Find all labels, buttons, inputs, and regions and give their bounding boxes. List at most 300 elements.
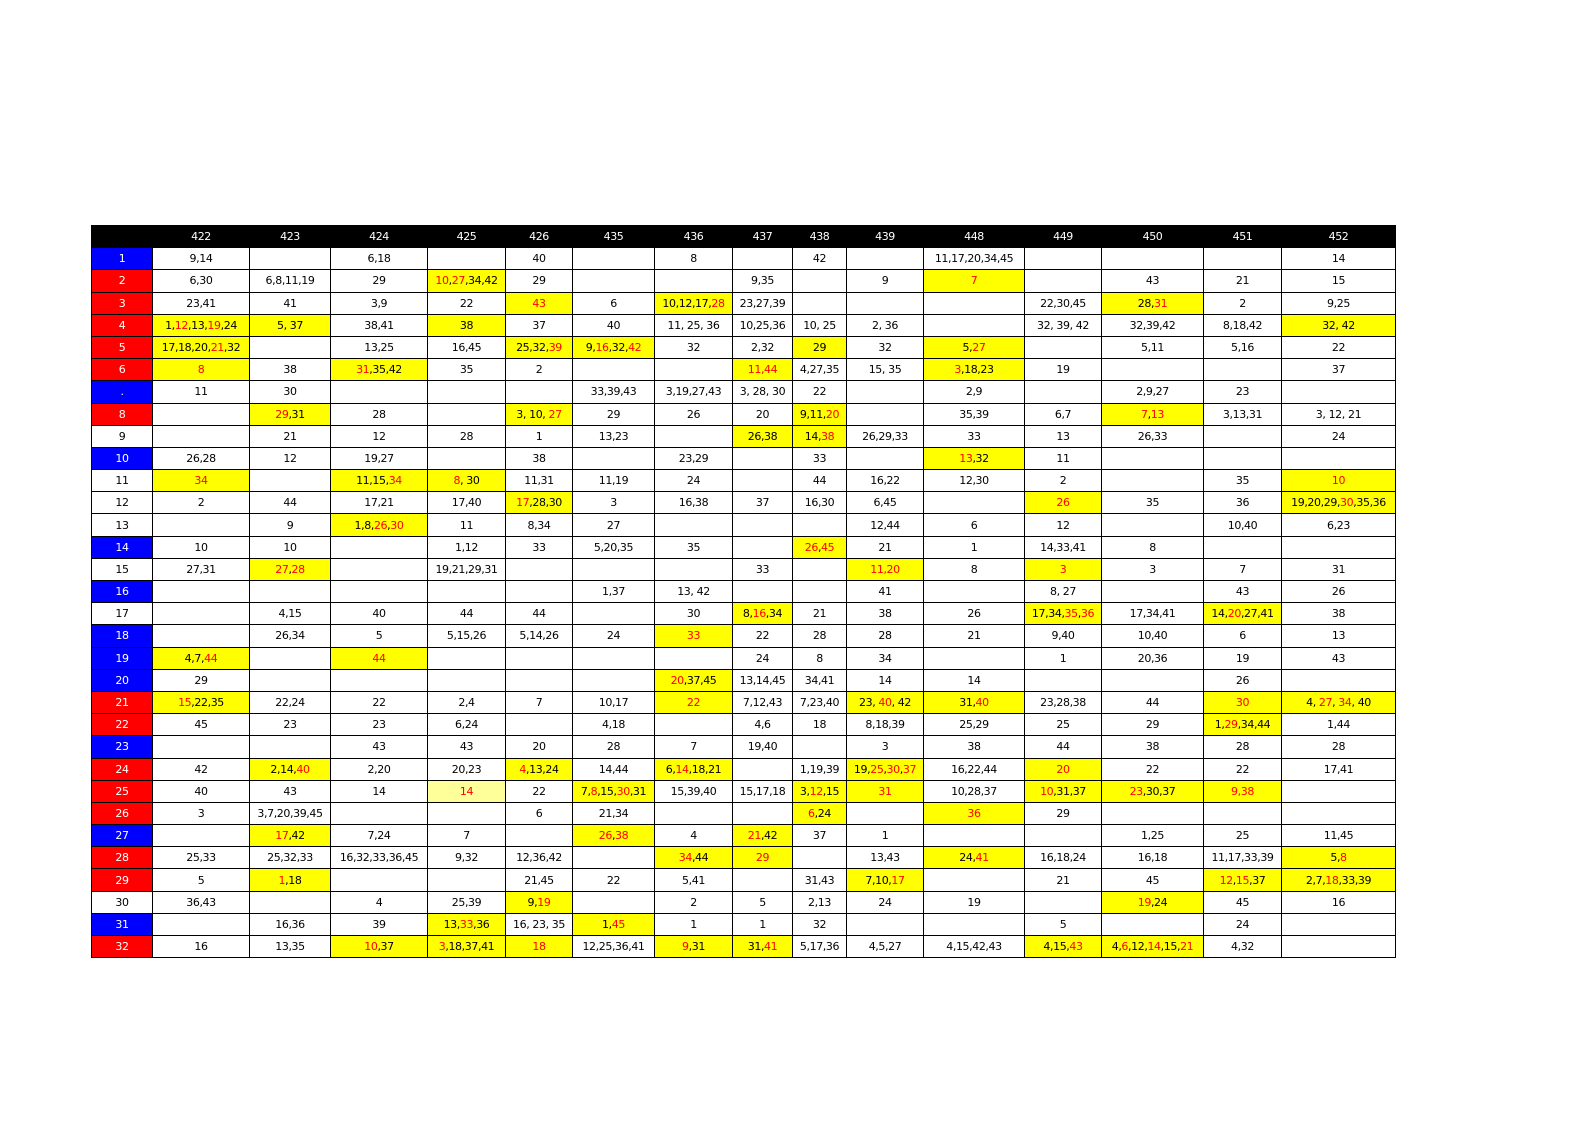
data-cell [1102,470,1204,492]
row-label: 12 [92,492,153,514]
data-cell: 2,20 [331,758,428,780]
data-cell: 44 [250,492,331,514]
data-cell: 16, 23, 35 [506,913,573,935]
data-cell: 2 [506,359,573,381]
data-cell: 8, 30 [428,470,506,492]
data-cell [733,758,793,780]
table-row [92,581,1396,603]
column-header: 448 [924,226,1025,248]
data-cell: 33,39,43 [573,381,655,403]
column-header: 422 [153,226,250,248]
row-label: 32 [92,936,153,958]
table-header [92,226,1396,248]
data-cell: 12 [331,425,428,447]
data-cell: 10, 25 [793,314,847,336]
data-cell: 5,11 [1102,336,1204,358]
data-cell: 19 [1204,647,1282,669]
data-cell [153,913,250,935]
data-cell: 43 [1102,270,1204,292]
data-cell: 5, 37 [250,314,331,336]
data-cell [250,336,331,358]
data-cell: 10,27,34,42 [428,270,506,292]
table-row [92,603,1396,625]
data-cell: 11,19 [573,470,655,492]
row-label: 27 [92,825,153,847]
data-cell [428,647,506,669]
data-cell: 9 [847,270,924,292]
data-cell: 4,13,24 [506,758,573,780]
data-cell: 22 [331,691,428,713]
data-cell: 1 [506,425,573,447]
data-cell: 20 [733,403,793,425]
row-label: 26 [92,802,153,824]
data-cell: 15 [1282,270,1396,292]
data-cell: 3, 10, 27 [506,403,573,425]
data-cell: 3, 28, 30 [733,381,793,403]
data-cell: 16,22 [847,470,924,492]
row-label: 6 [92,359,153,381]
data-cell [153,403,250,425]
data-cell [573,248,655,270]
data-cell: 2,9 [924,381,1025,403]
data-cell [655,425,733,447]
data-cell [847,447,924,469]
data-cell: 1,45 [573,913,655,935]
data-cell: 38,41 [331,314,428,336]
data-cell: 8 [153,359,250,381]
data-cell: 26 [655,403,733,425]
data-cell: 28 [331,403,428,425]
data-cell [1282,936,1396,958]
data-cell [924,869,1025,891]
row-label: 16 [92,581,153,603]
row-label: . [92,381,153,403]
data-cell [1282,913,1396,935]
data-cell: 20,37,45 [655,669,733,691]
data-cell [153,425,250,447]
data-cell: 12 [250,447,331,469]
data-cell: 15,39,40 [655,780,733,802]
number-grid-table [91,225,1396,958]
data-cell: 33 [655,625,733,647]
data-cell: 21 [793,603,847,625]
data-cell [428,802,506,824]
data-cell [153,603,250,625]
data-cell [847,403,924,425]
data-cell: 13,14,45 [733,669,793,691]
data-cell [1204,536,1282,558]
data-cell [1282,802,1396,824]
row-label: 25 [92,780,153,802]
data-cell: 1,19,39 [793,758,847,780]
data-cell: 26,38 [573,825,655,847]
row-label: 1 [92,248,153,270]
table-row [92,336,1396,358]
data-cell: 19,40 [733,736,793,758]
data-cell [847,381,924,403]
data-cell: 9,32 [428,847,506,869]
data-cell: 29 [506,270,573,292]
data-cell [250,248,331,270]
data-cell: 5,16 [1204,336,1282,358]
data-cell: 2 [655,891,733,913]
data-cell: 3,13,31 [1204,403,1282,425]
data-cell [1025,336,1102,358]
data-cell [1204,359,1282,381]
data-cell [1102,447,1204,469]
column-header: 439 [847,226,924,248]
data-cell: 2 [1025,470,1102,492]
data-cell [733,581,793,603]
data-cell: 6 [506,802,573,824]
data-cell: 4,6,12,14,15,21 [1102,936,1204,958]
data-cell: 21 [847,536,924,558]
row-label: 13 [92,514,153,536]
table-body [92,248,1396,958]
data-cell: 1,18 [250,869,331,891]
column-header: 435 [573,226,655,248]
data-cell: 44 [428,603,506,625]
data-cell: 20,23 [428,758,506,780]
data-cell: 40 [153,780,250,802]
row-label: 17 [92,603,153,625]
data-cell: 32,39,42 [1102,314,1204,336]
data-cell: 19 [1025,359,1102,381]
data-cell: 34 [847,647,924,669]
data-cell: 43 [1282,647,1396,669]
data-cell [733,514,793,536]
data-cell [1025,381,1102,403]
data-cell: 26,45 [793,536,847,558]
data-cell: 7 [506,691,573,713]
data-cell: 22,24 [250,691,331,713]
data-cell: 44 [331,647,428,669]
data-cell: 7 [428,825,506,847]
data-cell: 31 [1282,558,1396,580]
row-label: 29 [92,869,153,891]
data-cell: 16,18 [1102,847,1204,869]
data-cell: 2, 36 [847,314,924,336]
data-cell [1282,536,1396,558]
data-cell: 10,40 [1204,514,1282,536]
data-cell: 28 [793,625,847,647]
row-label: 30 [92,891,153,913]
data-cell [331,381,428,403]
data-cell: 8 [793,647,847,669]
data-cell: 8 [1102,536,1204,558]
data-cell: 17,42 [250,825,331,847]
data-cell: 8 [924,558,1025,580]
data-cell: 32 [847,336,924,358]
data-cell: 4,15,42,43 [924,936,1025,958]
data-cell [655,647,733,669]
data-cell [733,536,793,558]
data-cell: 7,24 [331,825,428,847]
data-cell [1282,447,1396,469]
data-cell: 33 [924,425,1025,447]
data-cell: 17,34,35,36 [1025,603,1102,625]
data-cell: 11,20 [847,558,924,580]
data-cell: 21,34 [573,802,655,824]
data-cell: 8,18,39 [847,714,924,736]
data-cell: 22 [573,869,655,891]
data-cell: 14,38 [793,425,847,447]
data-cell: 17,34,41 [1102,603,1204,625]
data-cell [250,736,331,758]
data-cell: 28 [847,625,924,647]
data-cell: 1,25 [1102,825,1204,847]
data-cell: 42 [153,758,250,780]
data-cell: 38 [924,736,1025,758]
data-cell: 10 [250,536,331,558]
data-cell: 15,22,35 [153,691,250,713]
data-cell: 1,12 [428,536,506,558]
data-cell [1102,802,1204,824]
table-row [92,248,1396,270]
data-cell: 5 [733,891,793,913]
data-cell: 4, 27, 34, 40 [1282,691,1396,713]
data-cell: 10 [153,536,250,558]
data-cell: 7,10,17 [847,869,924,891]
data-cell: 28 [428,425,506,447]
data-cell: 23 [331,714,428,736]
data-cell: 18 [793,714,847,736]
data-cell: 1 [1025,647,1102,669]
data-cell: 16,36 [250,913,331,935]
column-header: 424 [331,226,428,248]
table-row [92,536,1396,558]
data-cell [1102,581,1204,603]
data-cell: 10,40 [1102,625,1204,647]
data-cell [924,913,1025,935]
data-cell: 18 [506,936,573,958]
row-label: 14 [92,536,153,558]
data-cell: 2,7,18,33,39 [1282,869,1396,891]
data-cell [250,669,331,691]
table-row [92,314,1396,336]
data-cell [1025,825,1102,847]
data-cell: 9,19 [506,891,573,913]
data-cell: 24 [1282,425,1396,447]
row-label: 11 [92,470,153,492]
row-label: 4 [92,314,153,336]
data-cell: 33 [793,447,847,469]
data-cell [733,470,793,492]
data-cell: 5 [331,625,428,647]
data-cell: 17,40 [428,492,506,514]
data-cell: 3,7,20,39,45 [250,802,331,824]
data-cell [1025,248,1102,270]
data-cell: 3 [847,736,924,758]
data-cell [1204,447,1282,469]
data-cell: 28 [1204,736,1282,758]
data-cell: 1 [733,913,793,935]
data-cell [924,825,1025,847]
column-header: 425 [428,226,506,248]
data-cell [1204,425,1282,447]
data-cell: 5,41 [655,869,733,891]
data-cell: 11,31 [506,470,573,492]
data-cell: 3 [153,802,250,824]
data-cell: 11,15,34 [331,470,428,492]
data-cell: 38 [1102,736,1204,758]
data-cell: 6,8,11,19 [250,270,331,292]
data-cell: 19 [924,891,1025,913]
data-cell: 26,29,33 [847,425,924,447]
data-cell: 4,5,27 [847,936,924,958]
data-cell: 33 [733,558,793,580]
data-cell [924,314,1025,336]
data-cell: 5 [153,869,250,891]
row-label: 20 [92,669,153,691]
data-cell [924,581,1025,603]
data-cell: 22 [428,292,506,314]
data-cell: 27,31 [153,558,250,580]
data-cell: 27 [573,514,655,536]
data-cell: 31 [847,780,924,802]
data-cell: 15, 35 [847,359,924,381]
data-cell: 10,25,36 [733,314,793,336]
data-cell [847,248,924,270]
data-cell: 6,23 [1282,514,1396,536]
data-cell: 41 [250,292,331,314]
data-cell: 29 [1025,802,1102,824]
data-cell: 13, 42 [655,581,733,603]
data-cell: 19,25,30,37 [847,758,924,780]
data-cell: 19,21,29,31 [428,558,506,580]
data-cell: 19,20,29,30,35,36 [1282,492,1396,514]
data-cell: 4,7,44 [153,647,250,669]
data-cell: 16,45 [428,336,506,358]
data-cell: 6,24 [793,802,847,824]
data-cell [573,891,655,913]
data-cell [506,714,573,736]
data-cell: 14 [1282,248,1396,270]
data-cell: 13,25 [331,336,428,358]
data-cell: 44 [1025,736,1102,758]
data-cell: 3,18,23 [924,359,1025,381]
data-cell: 31,41 [733,936,793,958]
data-cell: 9,38 [1204,780,1282,802]
data-cell: 38 [250,359,331,381]
data-cell: 5,14,26 [506,625,573,647]
data-cell: 17,21 [331,492,428,514]
data-cell: 11, 25, 36 [655,314,733,336]
data-cell: 3,19,27,43 [655,381,733,403]
data-cell: 38 [506,447,573,469]
data-cell [250,891,331,913]
row-label: 31 [92,913,153,935]
data-cell: 26 [924,603,1025,625]
data-cell: 22,30,45 [1025,292,1102,314]
data-cell [331,536,428,558]
data-cell: 22 [733,625,793,647]
data-cell: 1,8,26,30 [331,514,428,536]
data-cell: 14 [924,669,1025,691]
data-cell: 10,12,17,28 [655,292,733,314]
data-cell: 7,8,15,30,31 [573,780,655,802]
data-cell: 26,28 [153,447,250,469]
data-cell: 13,33,36 [428,913,506,935]
data-cell: 11 [1025,447,1102,469]
data-cell: 35,39 [924,403,1025,425]
data-cell [506,647,573,669]
table-row [92,802,1396,824]
data-cell: 5,8 [1282,847,1396,869]
data-cell: 6 [924,514,1025,536]
data-cell: 21 [250,425,331,447]
data-cell: 2,14,40 [250,758,331,780]
data-cell [428,248,506,270]
table-row [92,492,1396,514]
column-header: 449 [1025,226,1102,248]
data-cell: 8,16,34 [733,603,793,625]
table-row [92,292,1396,314]
data-cell: 15,17,18 [733,780,793,802]
data-cell: 7,13 [1102,403,1204,425]
data-cell [1102,248,1204,270]
data-cell: 9,16,32,42 [573,336,655,358]
data-cell: 8,34 [506,514,573,536]
data-cell [153,514,250,536]
data-cell: 30 [250,381,331,403]
data-cell: 10,31,37 [1025,780,1102,802]
data-cell: 2,9,27 [1102,381,1204,403]
data-cell: 16,18,24 [1025,847,1102,869]
data-cell: 2,32 [733,336,793,358]
data-cell: 2,13 [793,891,847,913]
data-cell [573,447,655,469]
data-cell [1102,913,1204,935]
data-cell: 16,30 [793,492,847,514]
data-cell: 4,15 [250,603,331,625]
data-cell: 4,15,43 [1025,936,1102,958]
data-cell: 29 [331,270,428,292]
data-cell: 11,45 [1282,825,1396,847]
data-cell: 13,23 [573,425,655,447]
data-cell: 8, 27 [1025,581,1102,603]
data-cell: 23,29 [655,447,733,469]
data-cell [573,270,655,292]
row-label: 18 [92,625,153,647]
data-cell [655,359,733,381]
data-cell [655,558,733,580]
data-cell: 38 [847,603,924,625]
table-row [92,625,1396,647]
data-cell: 31,43 [793,869,847,891]
data-cell [573,847,655,869]
row-label: 23 [92,736,153,758]
data-cell: 6,14,18,21 [655,758,733,780]
data-cell: 16,22,44 [924,758,1025,780]
table-row [92,270,1396,292]
column-header: 452 [1282,226,1396,248]
data-cell: 44 [1102,691,1204,713]
data-cell: 29 [573,403,655,425]
data-cell: 23,41 [153,292,250,314]
row-label: 19 [92,647,153,669]
data-cell: 35 [428,359,506,381]
data-cell: 5,17,36 [793,936,847,958]
data-cell [428,381,506,403]
data-cell: 9,14 [153,248,250,270]
data-cell [153,581,250,603]
data-cell: 7 [655,736,733,758]
data-cell: 14,20,27,41 [1204,603,1282,625]
row-label: 15 [92,558,153,580]
table-row [92,558,1396,580]
table-row [92,647,1396,669]
